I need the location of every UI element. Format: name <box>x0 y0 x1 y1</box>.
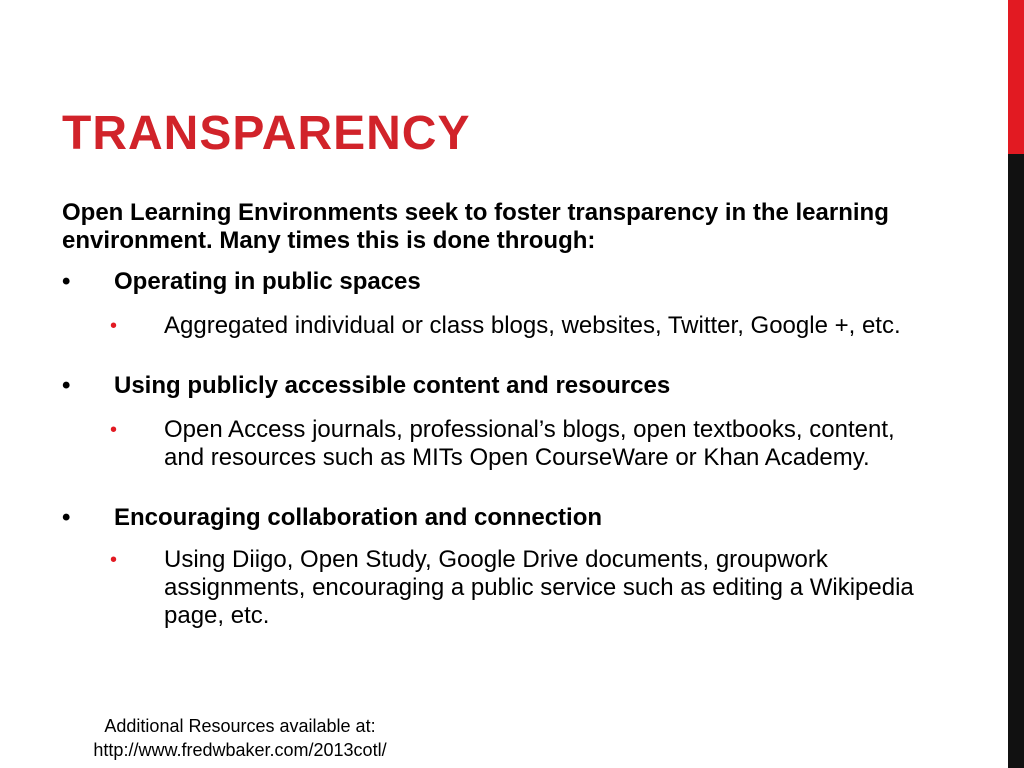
footer-resources <box>40 714 440 762</box>
sub-bullet-marker: • <box>110 549 118 571</box>
side-accent-bar-black <box>1008 154 1024 768</box>
sub-bullet-text: Aggregated individual or class blogs, websites, Twitter, Google +, etc. <box>164 312 901 339</box>
bullet-label: Using publicly accessible content and resources <box>114 372 671 399</box>
sub-bullet-text: Open Access journals, professional’s blogs, open textbooks, content, and resources such as MITs Open CourseWare or Khan Academy. <box>164 416 895 471</box>
sub-bullet-marker: • <box>110 419 118 441</box>
intro-paragraph: Open Learning Environments seek to foster transparency in the learning environment. Many times this is done through: <box>62 199 889 254</box>
bullet-marker: • <box>62 504 71 531</box>
slide-title: TRANSPARENCY <box>62 107 471 160</box>
bullet-label: Encouraging collaboration and connection <box>114 504 603 531</box>
bullet-marker: • <box>62 268 71 295</box>
bullet-label: Operating in public spaces <box>114 268 421 295</box>
bullet-marker: • <box>62 372 71 399</box>
footer-caption: Additional Resources available at: <box>104 716 376 736</box>
side-accent-bar-red <box>1008 0 1024 154</box>
footer-url-link[interactable]: http://www.fredwbaker.com/2013cotl/ <box>93 740 387 760</box>
sub-bullet-marker: • <box>110 315 118 337</box>
sub-bullet-text: Using Diigo, Open Study, Google Drive documents, groupwork assignments, encouraging a public service such as editing a Wikipedia page, etc. <box>164 546 914 629</box>
